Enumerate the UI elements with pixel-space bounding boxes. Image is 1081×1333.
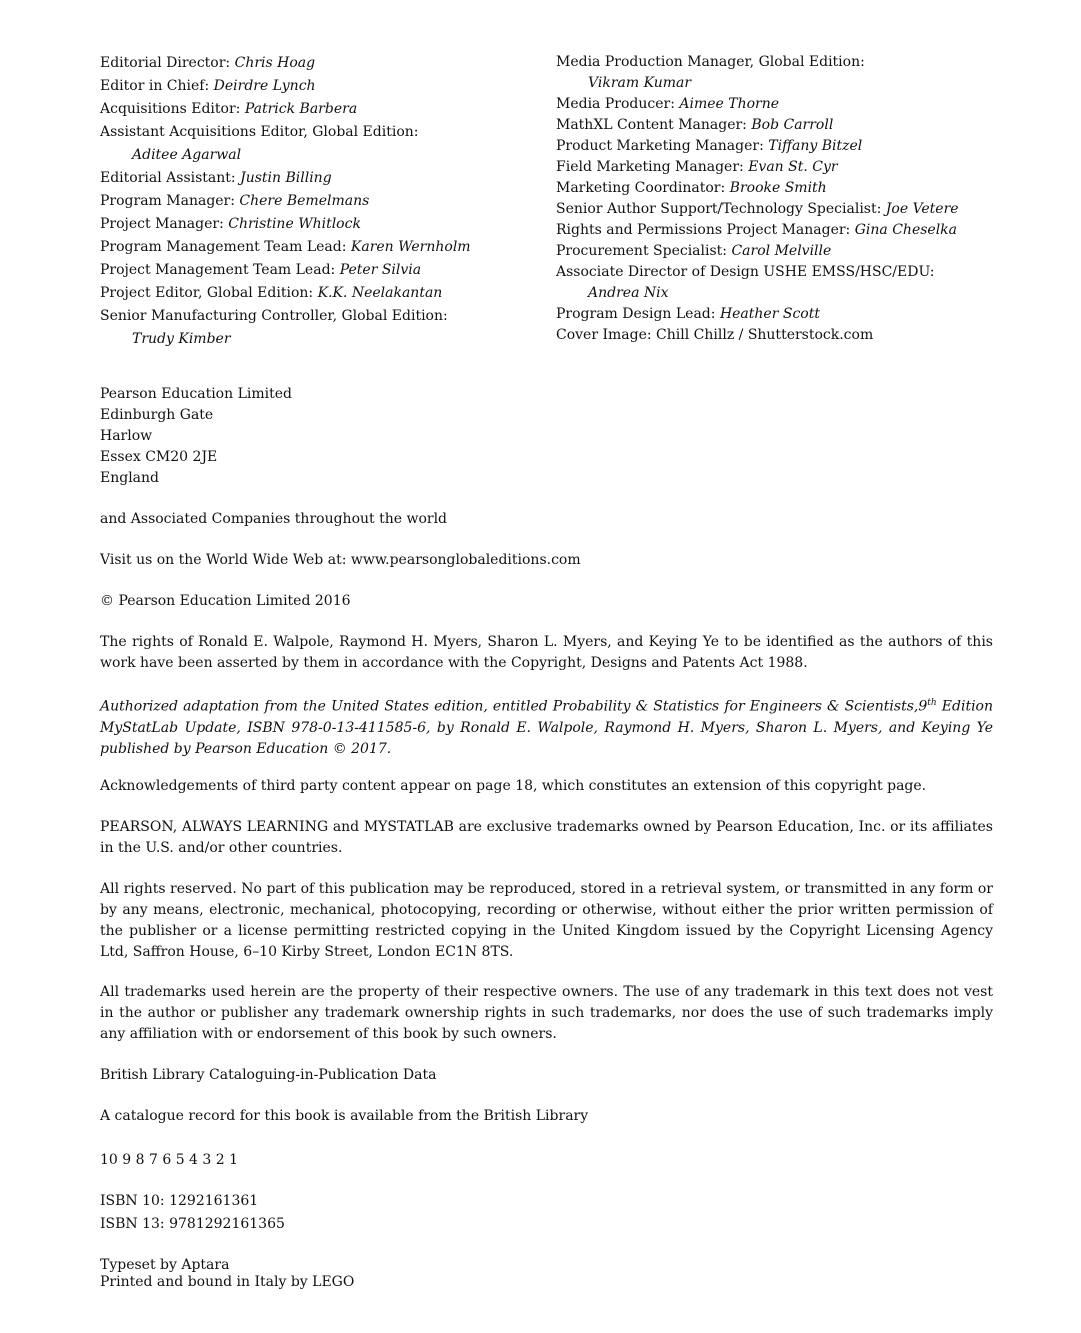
credit-role: Product Marketing Manager:: [556, 138, 764, 154]
address-line: Harlow: [100, 428, 153, 444]
credit-entry: [556, 94, 996, 115]
credit-entry: [100, 52, 550, 75]
credit-name: Chere Bemelmans: [239, 193, 370, 209]
credit-role: Associate Director of Design USHE EMSS/HSC/EDU:: [556, 264, 935, 280]
printing-line: 10 9 8 7 6 5 4 3 2 1: [100, 1152, 239, 1168]
credit-role: Senior Author Support/Technology Specialist:: [556, 201, 882, 217]
credit-name: Chill Chillz / Shutterstock.com: [656, 327, 874, 343]
authorized-superscript: th: [927, 698, 937, 708]
credit-role: Field Marketing Manager:: [556, 159, 744, 175]
address-line: Essex CM20 2JE: [100, 449, 218, 465]
printed-line: Printed and bound in Italy by LEGO: [100, 1274, 355, 1290]
credit-role: Program Management Team Lead:: [100, 239, 347, 255]
credit-role: Project Manager:: [100, 216, 224, 232]
credit-name: Karen Wernholm: [350, 239, 471, 255]
credit-role: Media Producer:: [556, 96, 675, 112]
credit-role: Assistant Acquisitions Editor, Global Edition:: [100, 124, 419, 140]
credit-entry: [100, 282, 550, 305]
credit-name: Trudy Kimber: [132, 331, 231, 347]
credit-entry: [556, 262, 996, 304]
isbn-13: ISBN 13: 9781292161365: [100, 1216, 285, 1232]
credit-role: Rights and Permissions Project Manager:: [556, 222, 851, 238]
credit-name: Brooke Smith: [729, 180, 827, 196]
credit-entry: [556, 304, 996, 325]
credit-name: K.K. Neelakantan: [317, 285, 443, 301]
credit-name: Andrea Nix: [588, 285, 669, 301]
authorized-adaptation: [100, 693, 993, 760]
catalogue-record: A catalogue record for this book is available from the British Library: [100, 1108, 589, 1124]
credit-name: Evan St. Cyr: [748, 159, 838, 175]
credit-role: Acquisitions Editor:: [100, 101, 241, 117]
credit-name: Carol Melville: [731, 243, 832, 259]
credit-role: Marketing Coordinator:: [556, 180, 726, 196]
production-credits: [100, 1257, 993, 1291]
credit-name: Vikram Kumar: [588, 75, 692, 91]
credit-name: Deirdre Lynch: [213, 78, 316, 94]
typeset-line: Typeset by Aptara: [100, 1257, 230, 1273]
credit-name: Aditee Agarwal: [132, 147, 242, 163]
rights-statement: The rights of Ronald E. Walpole, Raymond H. Myers, Sharon L. Myers, and Keying Ye to be identified as the authors of this work have been asserted by them in accordance with the Copyright, Designs and Patents Act 1988.: [100, 634, 993, 671]
credit-entry: [556, 220, 996, 241]
address-line: England: [100, 470, 160, 486]
credit-role: Cover Image:: [556, 327, 652, 343]
credit-role: Editor in Chief:: [100, 78, 210, 94]
credit-name: Joe Vetere: [885, 201, 959, 217]
credit-entry: [100, 259, 550, 282]
credit-name: Patrick Barbera: [244, 101, 358, 117]
credit-entry: [100, 305, 550, 351]
credit-entry: [556, 157, 996, 178]
credits-left-column: [100, 52, 550, 351]
credit-entry: [556, 178, 996, 199]
address-line: Edinburgh Gate: [100, 407, 214, 423]
credit-entry: [556, 136, 996, 157]
credit-name: Christine Whitlock: [228, 216, 361, 232]
credit-entry: [556, 115, 996, 136]
address-line: Pearson Education Limited: [100, 386, 292, 402]
authorized-text-b: Edition MyStatLab Update, ISBN 978-0-13-411585-6, by Ronald E. Walpole, Raymond H. Myers, Sharon L. Myers, and Keying Ye published by Pearson Education © 2017.: [100, 698, 993, 757]
credit-role: Project Editor, Global Edition:: [100, 285, 314, 301]
credit-name: Bob Carroll: [751, 117, 834, 133]
credit-entry: [556, 325, 996, 346]
credits-right-column: [556, 52, 996, 346]
credit-name: Heather Scott: [719, 306, 820, 322]
credit-entry: [100, 236, 550, 259]
authorized-text-a: Authorized adaptation from the United States edition, entitled Probability & Statistics for Engineers & Scientists,9: [100, 698, 928, 715]
website-line: Visit us on the World Wide Web at: www.pearsonglobaleditions.com: [100, 552, 581, 568]
british-library-heading: British Library Cataloguing-in-Publication Data: [100, 1067, 437, 1083]
credit-name: Tiffany Bitzel: [768, 138, 863, 154]
credit-entry: [100, 167, 550, 190]
credit-name: Peter Silvia: [339, 262, 422, 278]
credit-role: Editorial Assistant:: [100, 170, 236, 186]
credit-entry: [100, 190, 550, 213]
isbn-10: ISBN 10: 1292161361: [100, 1193, 259, 1209]
credit-entry: [100, 213, 550, 236]
credit-role: Media Production Manager, Global Edition:: [556, 54, 865, 70]
publisher-address: [100, 384, 993, 489]
credit-role: Program Manager:: [100, 193, 235, 209]
credit-name: Gina Cheselka: [854, 222, 957, 238]
credit-entry: [556, 199, 996, 220]
trademarks-property: All trademarks used herein are the property of their respective owners. The use of any trademark in this text does not vest in the author or publisher any trademark ownership rights in such trademarks, nor does the use of such trademarks imply any affiliation with or endorsement of this book by such owners.: [100, 984, 993, 1042]
copyright-notice: © Pearson Education Limited 2016: [100, 593, 351, 609]
associated-companies: and Associated Companies throughout the world: [100, 511, 448, 527]
trademarks-owned: PEARSON, ALWAYS LEARNING and MYSTATLAB are exclusive trademarks owned by Pearson Education, Inc. or its affiliates in the U.S. and/or other countries.: [100, 819, 993, 856]
credit-entry: [100, 75, 550, 98]
credit-entry: [100, 98, 550, 121]
all-rights-reserved: All rights reserved. No part of this publication may be reproduced, stored in a retrieval system, or transmitted in any form or by any means, electronic, mechanical, photocopying, recording or otherwise, without either the prior written permission of the publisher or a license permitting restricted copying in the United Kingdom issued by the Copyright Licensing Agency Ltd, Saffron House, 6–10 Kirby Street, London EC1N 8TS.: [100, 881, 993, 960]
credit-role: Editorial Director:: [100, 55, 231, 71]
credit-entry: [556, 52, 996, 94]
credit-role: MathXL Content Manager:: [556, 117, 747, 133]
credit-name: Aimee Thorne: [679, 96, 780, 112]
credit-name: Chris Hoag: [234, 55, 316, 71]
credit-entry: [556, 241, 996, 262]
credit-entry: [100, 121, 550, 167]
credit-role: Project Management Team Lead:: [100, 262, 336, 278]
credit-role: Program Design Lead:: [556, 306, 716, 322]
acknowledgements: Acknowledgements of third party content appear on page 18, which constitutes an extension of this copyright page.: [100, 778, 927, 794]
credit-role: Procurement Specialist:: [556, 243, 728, 259]
credit-role: Senior Manufacturing Controller, Global Edition:: [100, 308, 448, 324]
credit-name: Justin Billing: [240, 170, 332, 186]
